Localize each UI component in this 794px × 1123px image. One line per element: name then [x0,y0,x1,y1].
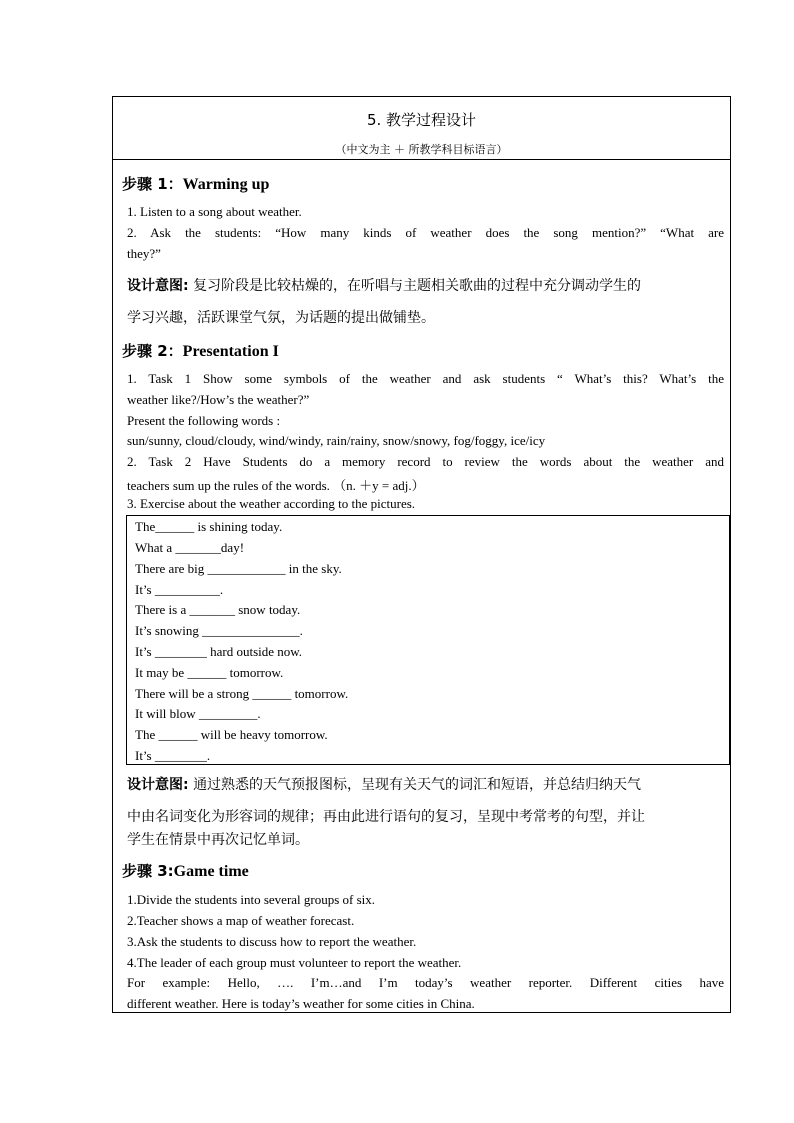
exercise-item: There will be a strong ______ tomorrow. [135,686,349,701]
step1-intent-line-2: 学习兴趣，活跃课堂气氛，为话题的提出做铺垫。 [127,310,435,326]
exercise-item: It’s ________ hard outside now. [135,644,303,659]
step1-label: 步骤 1： [122,175,183,193]
step2-line-2: weather like?/How’s the weather?” [127,392,310,407]
step2-intent-text-1: 通过熟悉的天气预报图标，呈现有关天气的词汇和短语，并总结归纳天气 [193,777,642,793]
step2-line-5: 2. Task 2 Have Students do a memory record to review the words about the weather and [127,454,724,469]
step2-intent-line-1 [127,774,641,794]
exercise-item: It’s __________. [135,582,224,597]
exercise-item: There are big ____________ in the sky. [135,561,342,576]
exercise-item: It will blow _________. [135,706,261,721]
step3-line-4: 4.The leader of each group must volunteer to report the weather. [127,955,462,970]
lesson-plan-table [112,96,731,1013]
step3-line-3: 3.Ask the students to discuss how to report the weather. [127,934,417,949]
page-subtitle: （中文为主 ＋ 所教学科目标语言） [335,143,508,156]
step3-line-6: different weather. Here is today’s weather for some cities in China. [127,996,475,1011]
step3-name: Game time [173,863,249,880]
step2-intent-label: 设计意图: [127,777,189,793]
step1-line-3: they?” [127,246,161,261]
step1-intent-line-1 [127,275,641,295]
step1-name: Warming up [182,176,270,193]
step1-heading [122,173,269,194]
header-row [113,97,730,160]
step1-line-2: 2. Ask the students: “How many kinds of weather does the song mention?” “What are [127,225,724,240]
exercise-item: The ______ will be heavy tomorrow. [135,727,328,742]
step2-intent-line-2: 中由名词变化为形容词的规律；再由此进行语句的复习，呈现中考常考的句型，并让 [127,809,645,825]
step3-line-1: 1.Divide the students into several groups of six. [127,892,376,907]
exercise-item: What a _______day! [135,540,245,555]
step2-intent-line-3: 学生在情景中再次记忆单词。 [127,832,309,848]
step2-heading [122,340,279,361]
exercise-item: It’s snowing _______________. [135,623,303,638]
step3-line-2: 2.Teacher shows a map of weather forecast. [127,913,355,928]
exercise-item: It may be ______ tomorrow. [135,665,284,680]
step2-line-1: 1. Task 1 Show some symbols of the weather and ask students “ What’s this? What’s the [127,371,724,386]
step2-line-7: 3. Exercise about the weather according to the pictures. [127,496,416,511]
exercise-item: It’s ________. [135,748,211,763]
exercise-item: There is a _______ snow today. [135,602,301,617]
step2-line-3: Present the following words : [127,413,281,428]
step3-label: 步骤 3: [122,862,174,880]
step2-line-4: sun/sunny, cloud/cloudy, wind/windy, rain/rainy, snow/snowy, fog/foggy, ice/icy [127,433,546,448]
step3-heading [122,860,249,881]
step2-label: 步骤 2： [122,342,183,360]
step2-name: Presentation I [182,343,279,360]
step2-line-6: teachers sum up the rules of the words. （n. ＋y = adj.） [127,478,425,493]
step3-line-5: For example: Hello, …. I’m…and I’m today’s weather reporter. Different cities have [127,975,724,990]
step1-line-1: 1. Listen to a song about weather. [127,204,302,219]
page-title: 5. 教学过程设计 [366,111,477,129]
step1-intent-label: 设计意图: [127,278,189,294]
step1-intent-text-1: 复习阶段是比较枯燥的，在听唱与主题相关歌曲的过程中充分调动学生的 [193,278,642,294]
exercise-item: The______ is shining today. [135,519,283,534]
exercise-box [126,515,730,765]
